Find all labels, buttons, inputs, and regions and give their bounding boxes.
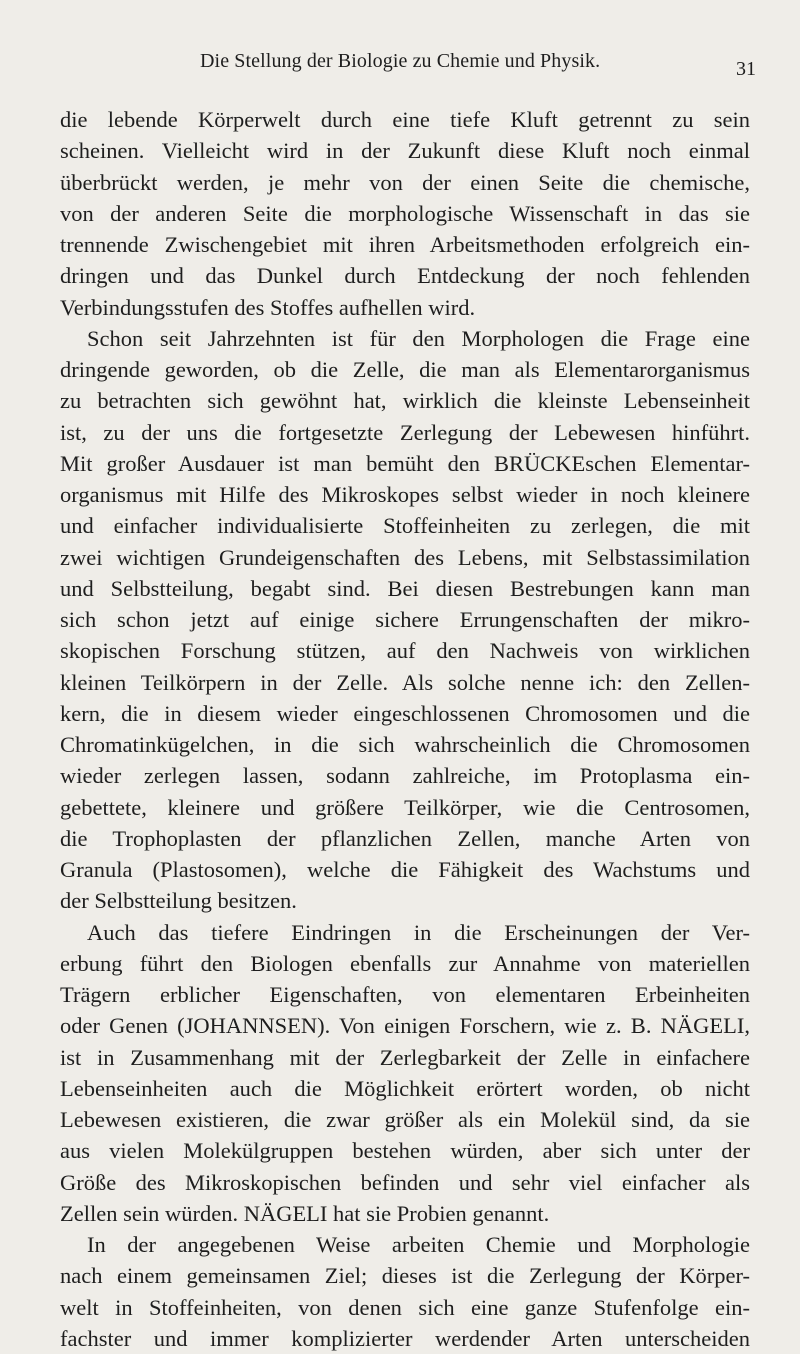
text-line: Lebewesen existieren, die zwar größer als ein Molekül sind, da sie: [60, 1107, 750, 1132]
text-line: welt in Stoffeinheiten, von denen sich eine ganze Stufenfolge ein-: [60, 1294, 750, 1320]
text-line: und Selbstteilung, begabt sind. Bei diesen Bestrebungen kann man: [60, 575, 750, 601]
text-line: von der anderen Seite die morphologische Wissenschaft in das sie: [60, 200, 750, 226]
text-line: Chromatinkügelchen, in die sich wahrscheinlich die Chromosomen: [60, 732, 750, 757]
text-line: Größe des Mikroskopischen befinden und sehr viel einfacher als: [60, 1169, 750, 1195]
text-line: Mit großer Ausdauer ist man bemüht den BRÜCKEschen Elementar-: [60, 450, 750, 476]
text-line: der Selbstteilung besitzen.: [60, 888, 297, 914]
text-line: organismus mit Hilfe des Mikroskopes selbst wieder in noch kleinere: [60, 482, 750, 507]
text-line: und einfacher individualisierte Stoffeinheiten zu zerlegen, die mit: [60, 513, 750, 539]
text-line: Schon seit Jahrzehnten ist für den Morphologen die Frage eine: [87, 325, 750, 351]
text-line: zwei wichtigen Grundeigenschaften des Lebens, mit Selbstassimilation: [60, 544, 750, 570]
text-line: ist, zu der uns die fortgesetzte Zerlegung der Lebewesen hinführt.: [60, 419, 750, 445]
text-line: die lebende Körperwelt durch eine tiefe Kluft getrennt zu sein: [60, 107, 750, 132]
text-line: kleinen Teilkörpern in der Zelle. Als solche nenne ich: den Zellen-: [60, 669, 750, 695]
body-text: [60, 104, 750, 1354]
text-line: In der angegebenen Weise arbeiten Chemie und Morphologie: [87, 1232, 750, 1257]
text-line: Lebenseinheiten auch die Möglichkeit erörtert worden, ob nicht: [60, 1075, 750, 1101]
text-line: scheinen. Vielleicht wird in der Zukunft diese Kluft noch einmal: [60, 138, 750, 164]
text-line: oder Genen (JOHANNSEN). Von einigen Forschern, wie z. B. NÄGELI,: [60, 1013, 750, 1039]
text-line: dringen und das Dunkel durch Entdeckung der noch fehlenden: [60, 263, 750, 289]
text-line: Verbindungsstufen des Stoffes aufhellen wird.: [60, 294, 476, 320]
text-line: dringende geworden, ob die Zelle, die man als Elementarorganismus: [60, 357, 750, 382]
text-line: überbrückt werden, je mehr von der einen Seite die chemische,: [60, 169, 750, 195]
text-line: kern, die in diesem wieder eingeschlossenen Chromosomen und die: [60, 700, 750, 726]
text-line: nach einem gemeinsamen Ziel; dieses ist die Zerlegung der Körper-: [60, 1263, 750, 1289]
running-header: Die Stellung der Biologie zu Chemie und Physik.: [200, 50, 601, 72]
text-line: wieder zerlegen lassen, sodann zahlreiche, im Protoplasma ein-: [60, 763, 750, 789]
text-line: Zellen sein würden. NÄGELI hat sie Probien genannt.: [60, 1200, 550, 1226]
text-line: Trägern erblicher Eigenschaften, von elementaren Erbeinheiten: [60, 982, 750, 1007]
text-line: Auch das tiefere Eindringen in die Erscheinungen der Ver-: [87, 919, 750, 945]
page-number: 31: [736, 58, 756, 80]
text-line: aus vielen Molekülgruppen bestehen würden, aber sich unter der: [60, 1138, 750, 1164]
text-line: die Trophoplasten der pflanzlichen Zellen, manche Arten von: [60, 825, 750, 851]
text-line: fachster und immer komplizierter werdender Arten unterscheiden: [60, 1325, 750, 1351]
text-line: erbung führt den Biologen ebenfalls zur Annahme von materiellen: [60, 950, 750, 976]
text-line: zu betrachten sich gewöhnt hat, wirklich die kleinste Lebenseinheit: [60, 388, 750, 414]
text-line: ist in Zusammenhang mit der Zerlegbarkeit der Zelle in einfachere: [60, 1044, 750, 1070]
text-line: trennende Zwischengebiet mit ihren Arbeitsmethoden erfolgreich ein-: [60, 232, 750, 257]
text-line: sich schon jetzt auf einige sichere Errungenschaften der mikro-: [60, 607, 750, 632]
text-line: gebettete, kleinere und größere Teilkörper, wie die Centrosomen,: [60, 794, 750, 820]
text-line: skopischen Forschung stützen, auf den Nachweis von wirklichen: [60, 638, 750, 664]
text-line: Granula (Plastosomen), welche die Fähigkeit des Wachstums und: [60, 857, 750, 882]
